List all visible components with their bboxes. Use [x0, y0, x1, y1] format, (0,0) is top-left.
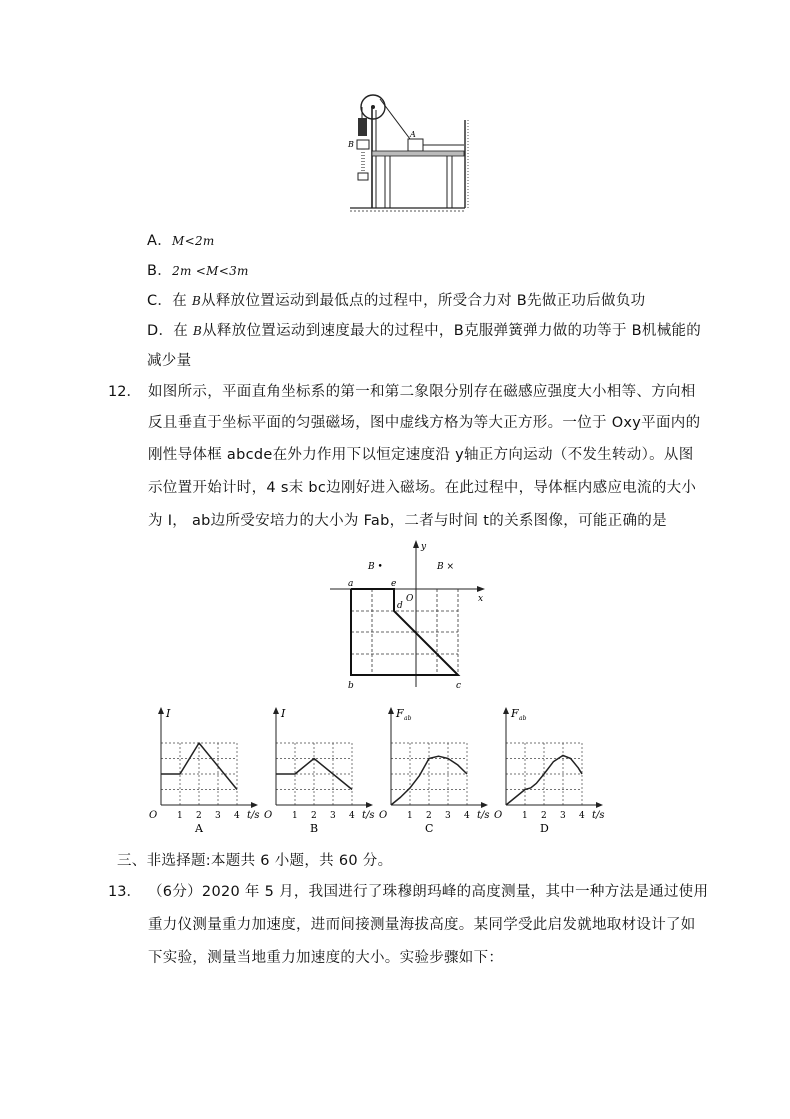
option-pre: 在 [173, 323, 193, 339]
pulley-spring-figure [340, 90, 480, 220]
graph-b [262, 705, 387, 835]
x-tick-label: 1 [407, 811, 413, 821]
option-label: B． [147, 263, 173, 279]
option-pre: 在 [172, 293, 192, 309]
x-tick-label: 4 [579, 811, 585, 821]
label-a: A [410, 130, 416, 139]
option-b [147, 259, 249, 280]
question-12-line: 反且垂直于坐标平面的匀强磁场，图中虚线方格为等大正方形。一位于 Oxy平面内的 [148, 415, 701, 431]
question-13-line: 下实验，测量当地重力加速度的大小。实验步骤如下： [148, 950, 504, 966]
x-tick-label: 1 [177, 811, 183, 821]
question-13-number: 13． [108, 884, 141, 900]
x-tick-label: 2 [426, 811, 432, 821]
x-tick-label: 2 [541, 811, 547, 821]
y-axis-label: F [511, 707, 519, 720]
label-y: y [421, 542, 427, 552]
graph-curve [161, 743, 237, 790]
option-d-continued: 减少量 [147, 353, 192, 369]
y-axis-arrow [158, 707, 164, 714]
label-b-cross: B × [437, 562, 455, 572]
y-axis-arrow [273, 707, 279, 714]
x-tick-label: 3 [215, 811, 221, 821]
label-d: d [397, 601, 403, 611]
x-axis-label: t/s [592, 810, 605, 821]
x-tick-label: 3 [560, 811, 566, 821]
question-12-number: 12． [108, 384, 141, 400]
label-c: c [456, 681, 462, 691]
graph-caption: C [425, 822, 434, 835]
origin-label: O [379, 810, 388, 821]
x-tick-label: 1 [292, 811, 298, 821]
question-12-line: 如图所示，平面直角坐标系的第一和第二象限分别存在磁感应强度大小相等、方向相 [148, 384, 696, 400]
origin-label: O [494, 810, 503, 821]
graph-caption: B [310, 822, 319, 835]
label-b: B [348, 140, 354, 149]
graph-caption: D [540, 822, 549, 835]
x-tick-label: 3 [445, 811, 451, 821]
y-axis-label: I [166, 707, 171, 720]
option-d [147, 319, 701, 340]
y-axis-arrow [388, 707, 394, 714]
x-tick-label: 2 [196, 811, 202, 821]
option-text: 从释放位置运动到最低点的过程中，所受合力对 B先做正功后做负功 [201, 293, 646, 309]
x-tick-label: 1 [522, 811, 528, 821]
coordinate-frame-figure [320, 535, 490, 695]
y-axis-label-sub: ab [404, 715, 412, 722]
x-tick-label: 4 [349, 811, 355, 821]
question-12-line: 示位置开始计时，4 s末 bc边刚好进入磁场。在此过程中，导体框内感应电流的大小 [148, 480, 697, 496]
x-axis-arrow [251, 802, 258, 808]
x-tick-label: 2 [311, 811, 317, 821]
x-tick-label: 4 [234, 811, 240, 821]
graph-a [147, 705, 272, 835]
x-axis-arrow [366, 802, 373, 808]
y-axis-arrow [503, 707, 509, 714]
question-12-line: 为 I， ab边所受安培力的大小为 Fab，二者与时间 t的关系图像，可能正确的是 [148, 513, 667, 529]
x-axis-arrow [481, 802, 488, 808]
label-a: a [348, 579, 354, 589]
option-text: 从释放位置运动到速度最大的过程中，B克服弹簧弹力做的功等于 B机械能的 [202, 323, 702, 339]
option-c [147, 289, 645, 310]
option-text: M<2m [172, 234, 215, 248]
graph-c [377, 705, 502, 835]
question-13-line: 重力仪测量重力加速度，进而间接测量海拔高度。某同学受此启发就地取材设计了如 [148, 917, 696, 933]
label-b: b [348, 681, 354, 691]
option-label: D． [147, 323, 174, 339]
label-x: x [478, 594, 484, 604]
y-axis-label-sub: ab [519, 715, 527, 722]
option-a [147, 229, 215, 250]
y-axis-label: I [281, 707, 286, 720]
y-axis-label: F [396, 707, 404, 720]
option-text: 2m <M<3m [172, 264, 249, 278]
graph-caption: A [195, 822, 203, 835]
label-e: e [391, 579, 397, 589]
x-axis-label: t/s [247, 810, 260, 821]
x-tick-label: 3 [330, 811, 336, 821]
x-tick-label: 4 [464, 811, 470, 821]
option-label: A． [147, 233, 173, 249]
label-b-dot: B • [368, 562, 383, 572]
origin-label: O [149, 810, 158, 821]
label-o: O [406, 594, 414, 604]
question-12-line: 刚性导体框 abcde在外力作用下以恒定速度沿 y轴正方向运动（不发生转动）。从图 [148, 447, 694, 463]
graph-d [492, 705, 617, 835]
question-13-line: （6分）2020 年 5 月，我国进行了珠穆朗玛峰的高度测量，其中一种方法是通过使用 [148, 884, 709, 900]
option-var: B [192, 324, 203, 338]
x-axis-arrow [596, 802, 603, 808]
x-axis-label: t/s [477, 810, 490, 821]
origin-label: O [264, 810, 273, 821]
x-axis-label: t/s [362, 810, 375, 821]
section-3-title: 三、非选择题:本题共 6 小题，共 60 分。 [117, 853, 393, 869]
option-var: B [191, 294, 202, 308]
option-label: C． [147, 293, 173, 309]
